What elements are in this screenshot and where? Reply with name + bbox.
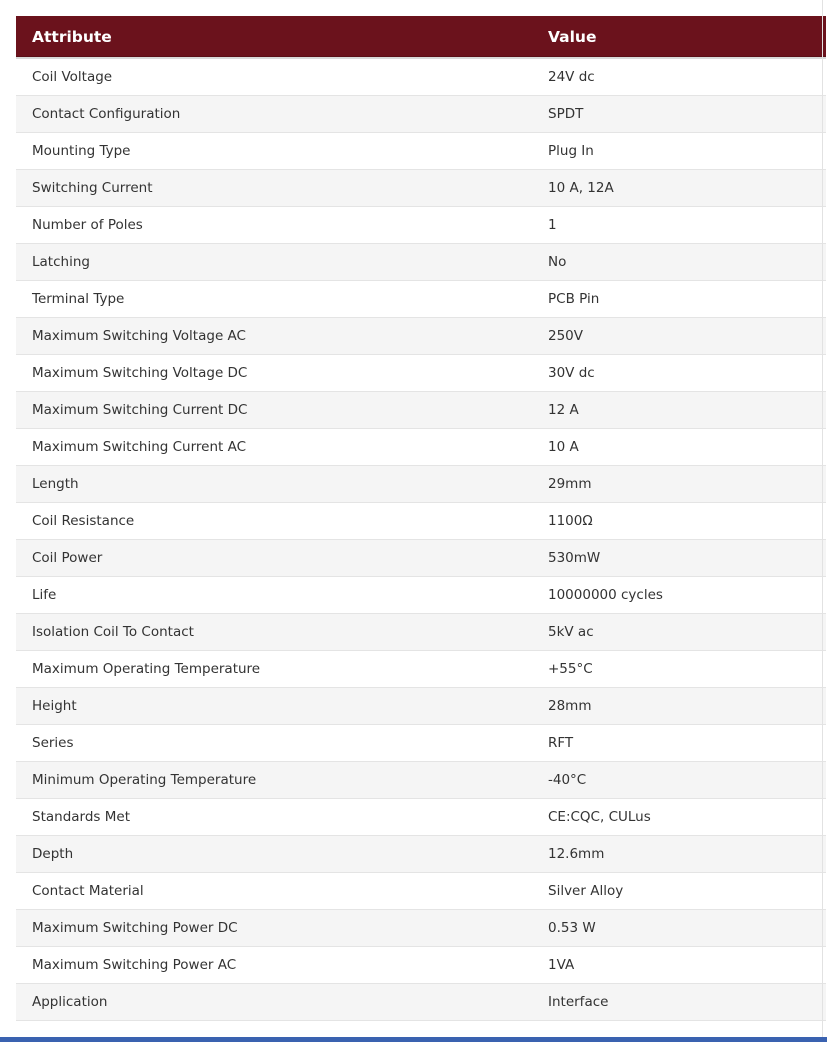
table-row xyxy=(16,354,826,391)
value-column-header: Value xyxy=(532,16,826,58)
table-row xyxy=(16,206,826,243)
value-cell: 12.6mm xyxy=(532,835,826,872)
attribute-cell: Coil Voltage xyxy=(16,58,532,95)
page-scroll-edge xyxy=(822,0,823,1042)
value-cell: CE:CQC, CULus xyxy=(532,798,826,835)
attribute-cell: Life xyxy=(16,576,532,613)
value-cell: PCB Pin xyxy=(532,280,826,317)
table-row xyxy=(16,650,826,687)
table-row xyxy=(16,761,826,798)
table-row xyxy=(16,243,826,280)
value-cell: 12 A xyxy=(532,391,826,428)
table-row xyxy=(16,169,826,206)
attribute-cell: Series xyxy=(16,724,532,761)
table-body xyxy=(16,58,826,1020)
table-row xyxy=(16,391,826,428)
attribute-cell: Isolation Coil To Contact xyxy=(16,613,532,650)
attribute-cell: Maximum Switching Voltage AC xyxy=(16,317,532,354)
value-cell: 1 xyxy=(532,206,826,243)
attribute-cell: Contact Material xyxy=(16,872,532,909)
value-cell: 10 A, 12A xyxy=(532,169,826,206)
attribute-cell: Depth xyxy=(16,835,532,872)
table-row xyxy=(16,835,826,872)
attribute-cell: Coil Resistance xyxy=(16,502,532,539)
value-cell: 5kV ac xyxy=(532,613,826,650)
attribute-cell: Maximum Switching Current AC xyxy=(16,428,532,465)
table-row xyxy=(16,872,826,909)
attribute-cell: Maximum Switching Power AC xyxy=(16,946,532,983)
value-cell: 24V dc xyxy=(532,58,826,95)
table-row xyxy=(16,95,826,132)
footer-accent-bar xyxy=(0,1037,827,1042)
table-row xyxy=(16,909,826,946)
value-cell: Plug In xyxy=(532,132,826,169)
attribute-cell: Maximum Switching Current DC xyxy=(16,391,532,428)
attribute-cell: Coil Power xyxy=(16,539,532,576)
table-row xyxy=(16,502,826,539)
value-cell: 1VA xyxy=(532,946,826,983)
value-cell: 29mm xyxy=(532,465,826,502)
value-cell: -40°C xyxy=(532,761,826,798)
specifications-panel xyxy=(16,16,810,1021)
attribute-column-header: Attribute xyxy=(16,16,532,58)
value-cell: 30V dc xyxy=(532,354,826,391)
table-header xyxy=(16,16,826,58)
table-row xyxy=(16,280,826,317)
table-row xyxy=(16,132,826,169)
attribute-cell: Minimum Operating Temperature xyxy=(16,761,532,798)
attribute-cell: Terminal Type xyxy=(16,280,532,317)
attribute-cell: Maximum Switching Power DC xyxy=(16,909,532,946)
attribute-cell: Height xyxy=(16,687,532,724)
specifications-table xyxy=(16,16,826,1021)
value-cell: RFT xyxy=(532,724,826,761)
table-row xyxy=(16,613,826,650)
value-cell: 530mW xyxy=(532,539,826,576)
value-cell: 0.53 W xyxy=(532,909,826,946)
value-cell: 1100Ω xyxy=(532,502,826,539)
table-row xyxy=(16,539,826,576)
attribute-cell: Mounting Type xyxy=(16,132,532,169)
table-row xyxy=(16,946,826,983)
value-cell: No xyxy=(532,243,826,280)
table-row xyxy=(16,576,826,613)
attribute-cell: Switching Current xyxy=(16,169,532,206)
attribute-cell: Application xyxy=(16,983,532,1020)
attribute-cell: Maximum Operating Temperature xyxy=(16,650,532,687)
attribute-cell: Maximum Switching Voltage DC xyxy=(16,354,532,391)
value-cell: 10 A xyxy=(532,428,826,465)
attribute-cell: Standards Met xyxy=(16,798,532,835)
value-cell: +55°C xyxy=(532,650,826,687)
table-row xyxy=(16,428,826,465)
value-cell: 28mm xyxy=(532,687,826,724)
table-row xyxy=(16,724,826,761)
table-row xyxy=(16,58,826,95)
attribute-cell: Number of Poles xyxy=(16,206,532,243)
table-row xyxy=(16,465,826,502)
table-row xyxy=(16,983,826,1020)
table-row xyxy=(16,687,826,724)
value-cell: 250V xyxy=(532,317,826,354)
value-cell: SPDT xyxy=(532,95,826,132)
table-row xyxy=(16,317,826,354)
attribute-cell: Latching xyxy=(16,243,532,280)
attribute-cell: Length xyxy=(16,465,532,502)
table-row xyxy=(16,798,826,835)
value-cell: Silver Alloy xyxy=(532,872,826,909)
attribute-cell: Contact Configuration xyxy=(16,95,532,132)
header-row xyxy=(16,16,826,58)
value-cell: 10000000 cycles xyxy=(532,576,826,613)
value-cell: Interface xyxy=(532,983,826,1020)
